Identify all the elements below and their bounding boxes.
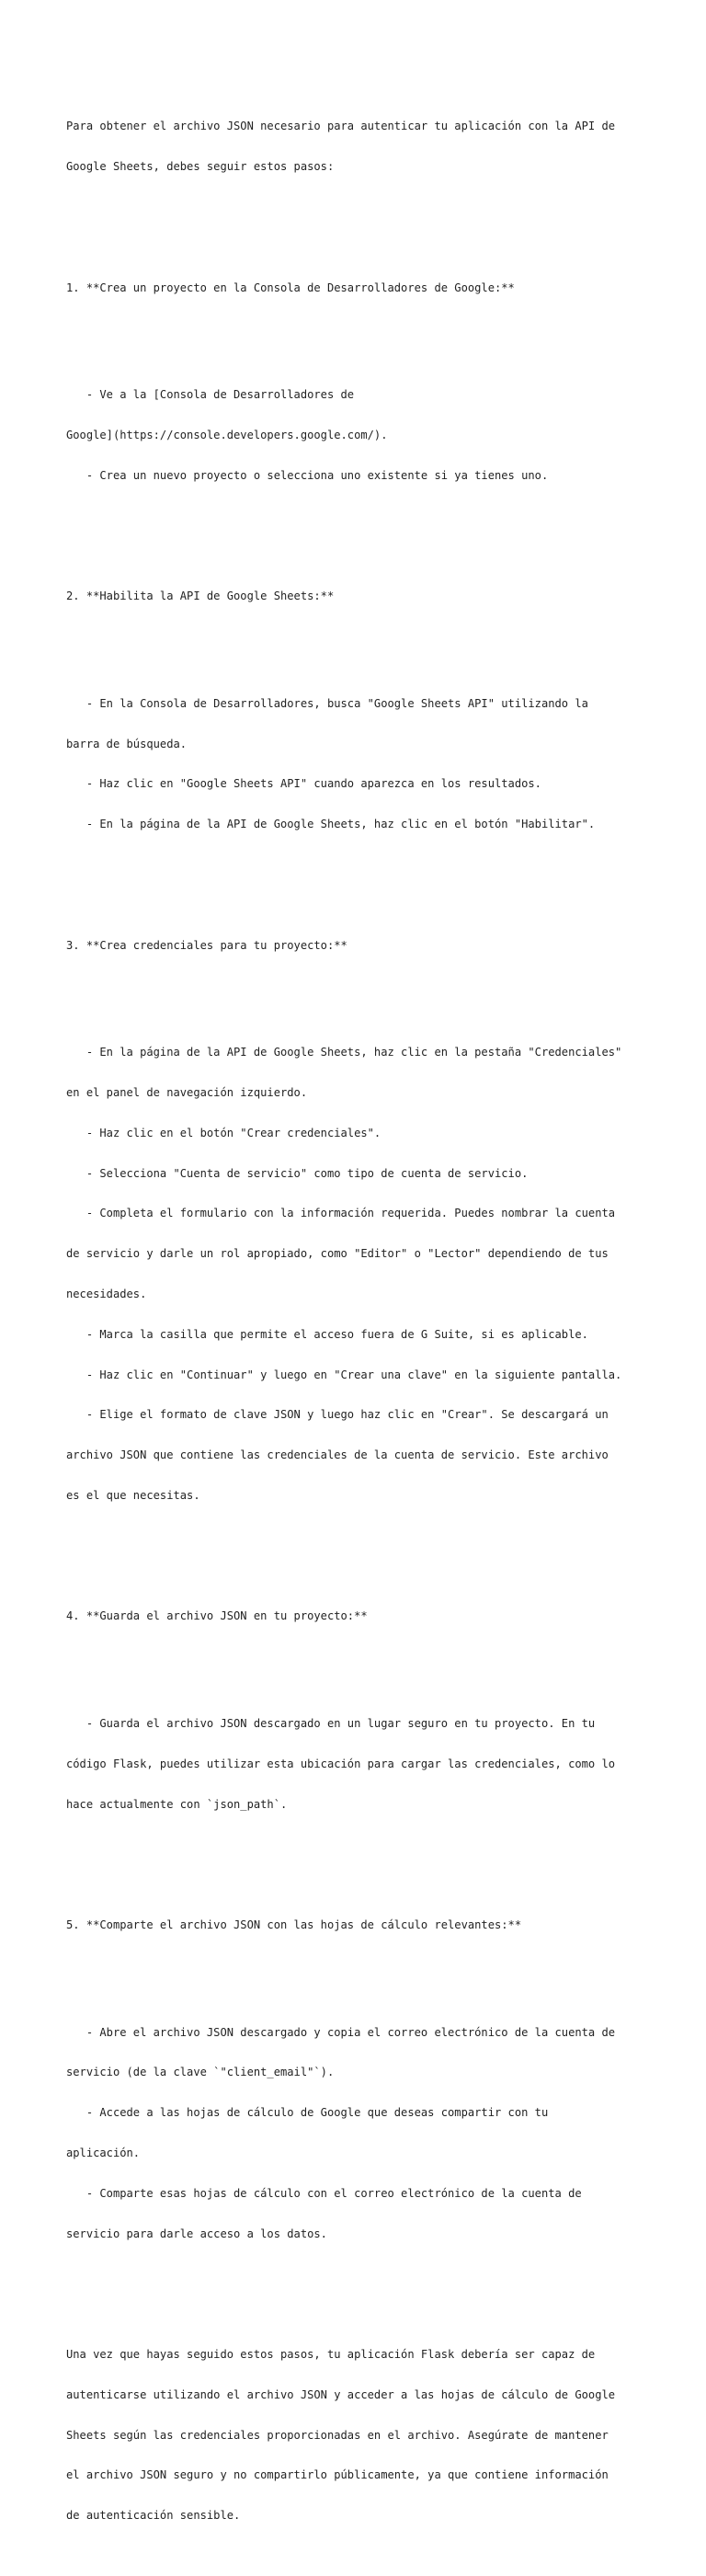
step-5-body	[66, 1999, 655, 2268]
text-line: autenticarse utilizando el archivo JSON y acceder a las hojas de cálculo de Google	[66, 2387, 616, 2401]
step-2-heading	[66, 563, 655, 630]
text-line: - Crea un nuevo proyecto o selecciona uno existente si ya tienes uno.	[66, 468, 549, 482]
text-line: el archivo JSON seguro y no compartirlo públicamente, ya que contiene información	[66, 2468, 609, 2482]
text-line: - Comparte esas hojas de cálculo con el correo electrónico de la cuenta de	[66, 2186, 582, 2200]
text-line: hace actualmente con `json_path`.	[66, 1797, 288, 1811]
step-4-heading	[66, 1583, 655, 1650]
text-line: - Ve a la [Consola de Desarrolladores de	[66, 388, 355, 402]
text-line: - Haz clic en "Google Sheets API" cuando aparezca en los resultados.	[66, 777, 541, 791]
step-heading-text: 3. **Crea credenciales para tu proyecto:**	[66, 938, 347, 952]
text-line: es el que necesitas.	[66, 1488, 200, 1502]
text-line: necesidades.	[66, 1288, 147, 1301]
text-line: aplicación.	[66, 2147, 141, 2160]
text-line: Para obtener el archivo JSON necesario para autenticar tu aplicación con la API de	[66, 120, 616, 133]
intro-paragraph	[66, 93, 655, 200]
text-line: de autenticación sensible.	[66, 2509, 241, 2523]
text-line: Google Sheets, debes seguir estos pasos:	[66, 160, 335, 174]
step-heading-text: 5. **Comparte el archivo JSON con las hojas de cálculo relevantes:**	[66, 1918, 522, 1931]
text-line: - Completa el formulario con la información requerida. Puedes nombrar la cuenta	[66, 1207, 616, 1220]
text-line: - Accede a las hojas de cálculo de Google que deseas compartir con tu	[66, 2106, 549, 2120]
text-line: - Haz clic en el botón "Crear credenciales".	[66, 1126, 381, 1139]
text-line: en el panel de navegación izquierdo.	[66, 1086, 308, 1100]
text-line: - En la Consola de Desarrolladores, busca "Google Sheets API" utilizando la	[66, 696, 588, 710]
text-line: - Elige el formato de clave JSON y luego haz clic en "Crear". Se descargará un	[66, 1408, 609, 1422]
step-5-heading	[66, 1892, 655, 1959]
text-line: código Flask, puedes utilizar esta ubicación para cargar las credenciales, como lo	[66, 1757, 616, 1770]
step-3-body	[66, 1019, 655, 1529]
text-line: - Haz clic en "Continuar" y luego en "Crear una clave" en la siguiente pantalla.	[66, 1368, 622, 1381]
text-line: - En la página de la API de Google Sheets, haz clic en el botón "Habilitar".	[66, 818, 596, 831]
step-1-body	[66, 361, 655, 509]
text-line: Google](https://console.developers.google.com/).	[66, 429, 388, 442]
step-2-body	[66, 670, 655, 858]
step-4-body	[66, 1690, 655, 1838]
text-line: - Selecciona "Cuenta de servicio" como tipo de cuenta de servicio.	[66, 1166, 529, 1180]
text-line: de servicio y darle un rol apropiado, como "Editor" o "Lector" dependiendo de tus	[66, 1247, 609, 1261]
step-3-heading	[66, 911, 655, 979]
step-heading-text: 1. **Crea un proyecto en la Consola de Desarrolladores de Google:**	[66, 280, 515, 294]
text-line: Sheets según las credenciales proporcionadas en el archivo. Asegúrate de mantener	[66, 2428, 609, 2442]
text-line: - Guarda el archivo JSON descargado en un lugar seguro en tu proyecto. En tu	[66, 1717, 596, 1731]
text-line: - Abre el archivo JSON descargado y copia el correo electrónico de la cuenta de	[66, 2025, 616, 2039]
text-line: archivo JSON que contiene las credenciales de la cuenta de servicio. Este archivo	[66, 1448, 609, 1462]
text-line: - Marca la casilla que permite el acceso fuera de G Suite, si es aplicable.	[66, 1327, 588, 1341]
text-line: Una vez que hayas seguido estos pasos, tu aplicación Flask debería ser capaz de	[66, 2347, 596, 2361]
step-heading-text: 2. **Habilita la API de Google Sheets:**	[66, 590, 335, 603]
document-page	[66, 66, 655, 2576]
step-heading-text: 4. **Guarda el archivo JSON en tu proyecto:**	[66, 1609, 368, 1623]
text-line: servicio para darle acceso a los datos.	[66, 2227, 327, 2240]
conclusion-paragraph	[66, 2321, 655, 2549]
text-line: servicio (de la clave `"client_email"`).	[66, 2066, 335, 2079]
text-line: - En la página de la API de Google Sheets, haz clic en la pestaña "Credenciales"	[66, 1046, 622, 1059]
text-line: barra de búsqueda.	[66, 737, 188, 750]
step-1-heading	[66, 254, 655, 321]
